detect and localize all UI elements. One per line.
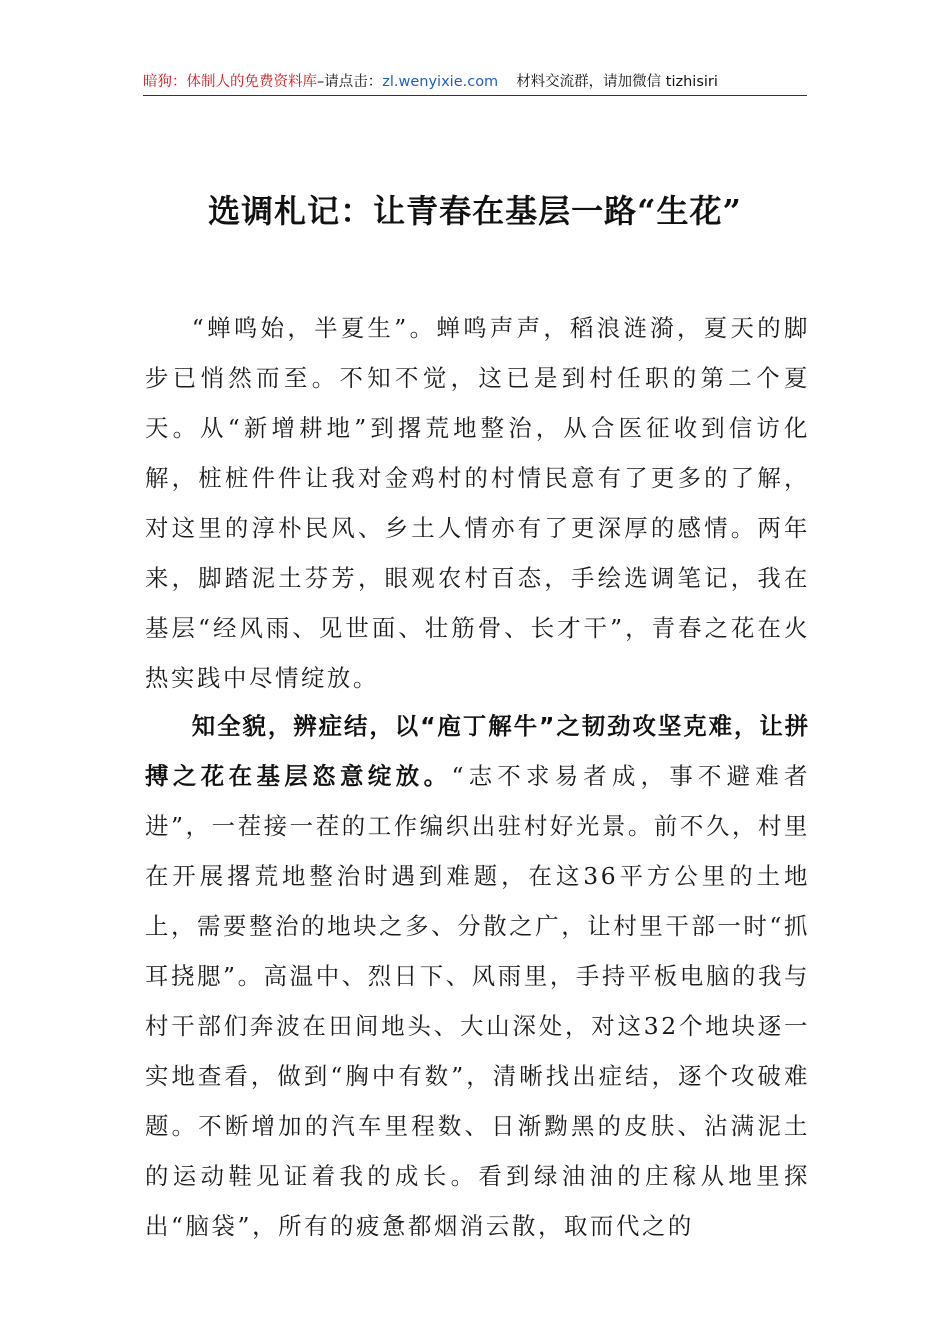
- paragraph-1: “蝉鸣始，半夏生”。蝉鸣声声，稻浪涟漪，夏天的脚步已悄然而至。不知不觉，这已是到村任职的第二个夏天。从“新增耕地”到撂荒地整治，从合医征收到信访化解，桩桩件件让我对金鸡村的村情民意有了更多的了解，对这里的淳朴民风、乡土人情亦有了更深厚的感情。两年来，脚踏泥土芬芳，眼观农村百态，手绘选调笔记，我在基层“经风雨、见世面、壮筋骨、长才干”，青春之花在火热实践中尽情绽放。: [145, 314, 810, 693]
- page-header: [143, 70, 807, 94]
- site-url-link[interactable]: zl.wenyixie.com: [382, 74, 499, 90]
- document-title: 选调札记：让青春在基层一路“生花”: [208, 192, 742, 231]
- paragraph-2: [145, 701, 810, 1251]
- group-note: 材料交流群，请加微信 tizhisiri: [516, 74, 718, 90]
- click-prompt: –请点击：: [317, 74, 383, 90]
- site-name: 暗狗：体制人的免费资料库: [143, 74, 317, 90]
- paragraph-2-heading: 知全貌，辨症结，以“庖丁解牛”之韧劲攻坚克难，让拼搏之花在基层恣意绽放。: [145, 712, 810, 791]
- paragraph-2-body: “志不求易者成，事不避难者进”，一茬接一茬的工作编织出驻村好光景。前不久，村里在开展撂荒地整治时遇到难题，在这36平方公里的土地上，需要整治的地块之多、分散之广，让村里干部一时“抓耳挠腮”。高温中、烈日下、风雨里，手持平板电脑的我与村干部们奔波在田间地头、大山深处，对这32个地块逐一实地查看，做到“胸中有数”，清晰找出症结，逐个攻破难题。不断增加的汽车里程数、日渐黝黑的皮肤、沾满泥土的运动鞋见证着我的成长。看到绿油油的庄稼从地里探出“脑袋”，所有的疲惫都烟消云散，取而代之的: [145, 762, 810, 1241]
- header-divider: [143, 95, 807, 96]
